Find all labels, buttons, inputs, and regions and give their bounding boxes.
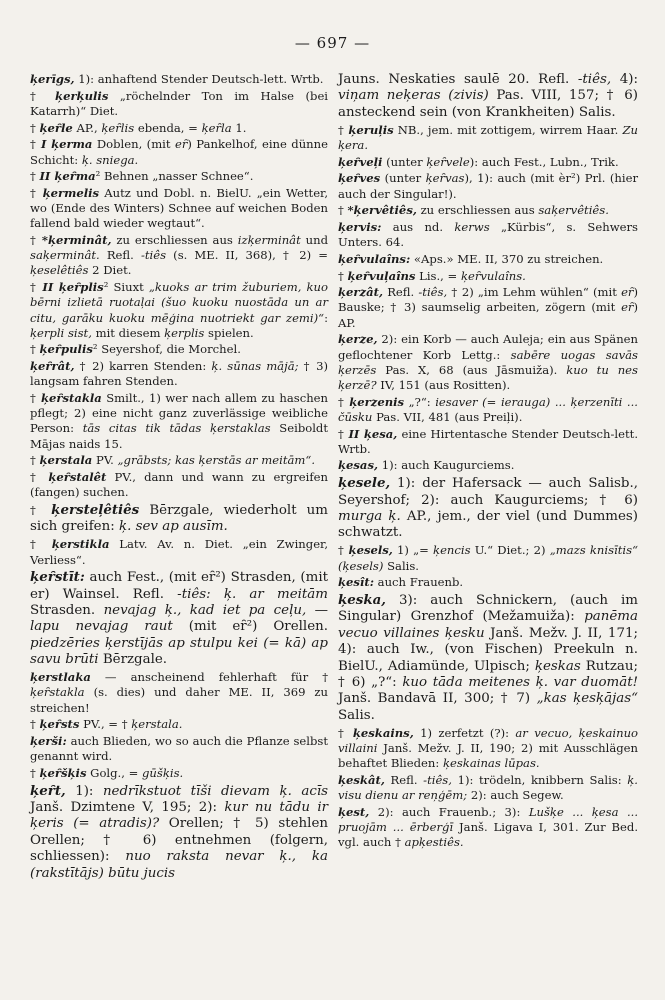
entry-text: und	[300, 233, 329, 248]
entry-text: 1) zerfetzt (?):	[413, 725, 516, 740]
entry-text: †	[30, 280, 43, 295]
headword: ķeruļis	[348, 122, 394, 137]
example-text: ķerstala.	[131, 717, 183, 732]
example-text: „grābsts; kas ķerstās ar meitām“.	[117, 453, 316, 468]
entry-text: ebenda, =	[134, 120, 202, 135]
entry-text: Rutzau; † 6) „?“:	[338, 658, 638, 690]
entry-text: 1):	[65, 783, 103, 799]
entry-text: †	[30, 185, 43, 200]
entry-text: — anscheinend fehlerhaft für †	[90, 670, 328, 685]
entry-text: „Kürbis“, s. Sehwers Unters. 64.	[338, 219, 638, 250]
entry-text: (unter	[380, 171, 426, 186]
entry-text: (s. dies) und daher ME. II, 369 zu streichen!	[30, 685, 328, 715]
dictionary-entry	[30, 169, 328, 184]
entry-text: †	[30, 120, 40, 135]
headword: ķest,	[338, 804, 370, 819]
entry-text: Refl.	[384, 772, 424, 787]
headword: ķesels,	[348, 543, 393, 558]
entry-text: Autz und Dobl. n. BielU. „ein Wetter, wo (Ende des Winters) Schnee auf weichen Boden fallend bald wieder wegtaut“.	[30, 185, 329, 231]
example-text: ķeȓvulaîns.	[460, 268, 526, 283]
dictionary-entry	[30, 391, 328, 452]
entry-text: AP., jem., der viel (und Dummes) schwatzt.	[338, 509, 638, 541]
entry-text: zu erschliessen aus	[111, 233, 238, 248]
headword: ķeȓrât,	[30, 359, 75, 374]
entry-text: 1): auch Kaugurciems.	[378, 458, 515, 473]
entry-text: ) AP.	[338, 300, 638, 330]
entry-text: Strasden.	[30, 603, 104, 619]
entry-text: Latv. Av. n. Diet. „ein Zwinger, Verliess“.	[30, 537, 329, 567]
entry-text: Janš. Bandavā II, 300; † 7)	[338, 691, 537, 707]
example-text: ķ. sev ap ausīm.	[119, 519, 228, 535]
dictionary-entry	[338, 252, 638, 267]
entry-text: 1) „=	[392, 543, 434, 558]
example-text: ķ. sūnas mājā;	[211, 359, 299, 374]
headword: ķeȓšķis	[39, 765, 87, 780]
entry-text: 4):	[611, 72, 638, 87]
entry-text: :	[324, 310, 328, 325]
entry-text: 2): auch Segew.	[467, 787, 564, 802]
example-text: apķestiês.	[404, 835, 464, 850]
entry-text: PV., = †	[79, 717, 132, 732]
dictionary-entry	[30, 783, 328, 882]
dictionary-entry	[30, 89, 328, 119]
entry-text: †	[30, 537, 52, 552]
entry-text: † 2) karren Stenden:	[74, 359, 212, 374]
dictionary-entry	[30, 359, 328, 389]
headword: ķeska,	[338, 591, 386, 608]
entry-text: „?“:	[404, 394, 436, 409]
headword: *ķervêtiês,	[347, 203, 417, 218]
dictionary-entry	[30, 121, 328, 136]
entry-text: †	[30, 391, 41, 406]
example-text: kuo tāda meitenes ķ. var duomāt!	[402, 674, 638, 690]
entry-text: Orellen; † 5) stehlen Orellen; † 6) entnehmen (folgern, schliessen):	[30, 816, 328, 865]
example-text: saķerminât.	[30, 248, 100, 263]
dictionary-entry	[338, 805, 638, 851]
dictionary-entry	[30, 766, 328, 781]
entry-text: Golg., =	[86, 765, 143, 780]
left-column	[30, 72, 328, 884]
example-text: eȓ	[621, 300, 634, 315]
dictionary-entry	[30, 342, 328, 357]
example-text: ķeskainas lūpas.	[442, 756, 540, 771]
example-text: Zu ķera.	[338, 122, 638, 152]
entry-text: ) Pankelhof, eine dünne Schicht:	[30, 137, 328, 167]
dictionary-entry	[30, 280, 328, 341]
headword: *ķerminât,	[41, 233, 112, 248]
headword: ķeȓpulis	[39, 342, 93, 357]
headword: ķerīgs,	[30, 72, 75, 86]
example-text: ķeȓvas	[425, 171, 465, 186]
right-column	[338, 72, 638, 852]
entry-text: †	[338, 543, 349, 558]
example-text: kur nu tādu ir ķeris (= atradis)?	[30, 799, 328, 832]
page-number: — 697 —	[294, 34, 371, 52]
entry-text: auch Fest., (mit eȓ²) Strasden, (mit er) Wainsel. Refl.	[30, 570, 328, 602]
example-text: piedzēries ķerstījās ap stulpu kei (= kā) ap savu brūti	[30, 635, 328, 668]
dictionary-entry	[338, 592, 638, 724]
entry-text: 1): anhaftend Stender Deutsch-lett. Wrtb.	[74, 72, 324, 86]
dictionary-entry	[30, 537, 328, 567]
entry-text: †	[30, 88, 56, 103]
entry-text: Jauns. Neskaties saulē 20. Refl.	[338, 72, 578, 87]
headword: ķerzenis	[349, 394, 405, 409]
example-text: nevajag ķ., kad iet pa ceļu, — lapu nevajag raut	[30, 603, 328, 635]
example-text: nuo raksta nevar ķ., ka (rakstītājs) būtu jucis	[30, 849, 328, 881]
entry-text: auch Frauenb.	[373, 575, 464, 590]
headword: ķeȓle	[39, 120, 73, 135]
headword: ķeȓstalêt	[48, 470, 107, 485]
dictionary-entry	[338, 773, 638, 803]
example-text: sabēre uogas savās ķerzēs	[338, 347, 638, 377]
headword: ķeȓves	[338, 171, 381, 186]
headword: ķeȓvuļaîns	[347, 268, 416, 283]
entry-text: NB., jem. mit zottigem, wirrem Haar.	[393, 122, 623, 137]
entry-text: †	[30, 717, 40, 732]
entry-text: Pas. VII, 481 (aus Preiļi).	[372, 409, 523, 424]
entry-text: †	[30, 453, 40, 468]
headword: ķeskât,	[338, 772, 385, 787]
dictionary-entry	[338, 475, 638, 542]
entry-text: †	[30, 169, 40, 184]
headword: ķeȓsts	[39, 717, 80, 732]
dictionary-entry	[30, 717, 328, 732]
dictionary-entry	[338, 269, 638, 284]
entry-text: Janš. Mežv. J. II, 190; 2) mit Ausschlägen behaftet Blieden:	[338, 740, 638, 771]
example-text: ķ. visu dienu ar reņģēm;	[338, 772, 638, 802]
dictionary-entry	[338, 395, 638, 425]
example-text: kerws	[454, 219, 490, 234]
dictionary-entry	[30, 72, 328, 87]
headword: ķermelis	[42, 185, 100, 200]
entry-text: 2): auch Frauenb.; 3):	[369, 804, 529, 819]
entry-text: Salis.	[383, 558, 419, 573]
entry-text: Pas. X, 68 (aus Jāsmuiža).	[376, 362, 567, 377]
entry-text: †	[338, 394, 350, 409]
dictionary-entry	[338, 332, 638, 393]
entry-text: ² Behnen „nasser Schnee“.	[95, 169, 254, 184]
entry-text: (s. ME. II, 368), † 2) =	[166, 248, 328, 263]
entry-text: IV, 151 (aus Rositten).	[376, 377, 511, 392]
example-text: tās citas tik tādas ķerstaklas	[82, 421, 271, 436]
entry-text: † 2) „im Lehm wühlen“ (mit	[447, 285, 622, 300]
entry-text: AP.,	[72, 120, 102, 135]
headword: ķervis:	[338, 219, 382, 234]
entry-text: „röchelnder Ton im Halse (bei Katarrh)“ Diet.	[30, 88, 329, 118]
example-text: „kas ķesķājas“	[536, 691, 638, 707]
example-text: „kuoks ar trim žuburiem, kuo bērni izlietā ruotaļai (šuo kuoku nuostāda un ar citu, garāku kuoku mēģina nuotriekt gar zemi)“	[30, 280, 328, 325]
entry-text: (unter	[382, 154, 427, 169]
headword: ķersteļêtiês	[51, 501, 140, 518]
example-text: izķerminât	[237, 233, 301, 248]
example-text: -tiês	[140, 248, 167, 263]
entry-text: †	[338, 725, 353, 740]
entry-text: auch Blieden, wo so auch die Pflanze selbst genannt wird.	[30, 733, 328, 764]
dictionary-entry	[338, 220, 638, 250]
entry-text: †	[338, 268, 348, 283]
entry-text: Janš. Dzimtene V, 195; 2):	[30, 799, 225, 815]
dictionary-entry	[338, 171, 638, 201]
entry-text: †	[338, 122, 349, 137]
entry-text: ): auch Fest., Lubn., Trik.	[469, 154, 619, 169]
dictionary-entry	[30, 453, 328, 468]
dictionary-entry	[338, 285, 638, 331]
example-text: ķeselêtiês	[30, 263, 89, 278]
entry-text: 1): trödeln, knibbern Salis:	[451, 772, 628, 787]
entry-text: †	[30, 137, 41, 152]
dictionary-entry	[30, 569, 328, 668]
entry-text: 3): auch Schnickern, (auch im Singular) Grenzhof (Mežamuiža):	[338, 592, 638, 625]
headword: ķerstlaka	[30, 670, 91, 685]
example-text: -tiês,	[423, 772, 452, 787]
dictionary-entry	[338, 575, 638, 590]
example-text: ķerplis	[164, 325, 205, 340]
entry-text: Refl.	[99, 248, 141, 263]
headword: II ķeȓma	[39, 169, 96, 184]
entry-text: Lis., =	[415, 268, 461, 283]
entry-text: 2): ein Korb — auch Auleja; ein aus Spänen geflochtener Korb Lettg.:	[338, 332, 638, 362]
example-text: -tiês,	[418, 285, 448, 300]
example-text: eȓ	[621, 285, 634, 300]
entry-text: U.“ Diet.; 2)	[470, 543, 550, 558]
entry-text: PV.	[92, 453, 118, 468]
example-text: ķeȓstakla	[30, 685, 85, 700]
entry-text: eine Hirtentasche Stender Deutsch-lett. Wrtb.	[338, 426, 639, 456]
headword: ķeȓveļi	[338, 154, 383, 169]
entry-text: spielen.	[204, 325, 254, 340]
example-text: ķencis	[433, 543, 471, 558]
entry-text: Janš. Mežv. J. II, 171; 4): auch Iw., (von Fischen) Preekuln n. BielU., Adiamünde, Ulpisch;	[338, 625, 638, 674]
entry-text: Janš. Ligava I, 301. Zur Bed. vgl. auch †	[338, 819, 638, 850]
headword: ķerstala	[39, 453, 93, 468]
example-text: iesaver (= ierauga) ... ķerzenīti ... čūsku	[338, 394, 638, 424]
example-text: nedrīkstuot tīši dievam ķ. acīs	[102, 783, 328, 799]
headword: ķerši:	[30, 733, 67, 748]
entry-text: Smilt., 1) wer nach allem zu haschen pflegt; 2) eine nicht ganz zuverlässige weibliche Person:	[30, 391, 328, 436]
entry-text: Bērzgale.	[98, 652, 168, 668]
entry-text: mit diesem	[91, 325, 165, 340]
entry-text: Refl.	[383, 285, 419, 300]
entry-text: †	[30, 470, 49, 485]
headword: II ķeȓplis	[42, 280, 104, 295]
dictionary-entry	[30, 137, 328, 167]
dictionary-entry	[338, 155, 638, 170]
entry-text: «Aps.» ME. II, 370 zu streichen.	[410, 251, 604, 266]
example-text: panēma vecuo villaines ķesku	[338, 609, 638, 641]
headword: ķeskains,	[352, 725, 414, 740]
entry-text: †	[30, 342, 40, 357]
headword: ķesele,	[338, 475, 391, 492]
dictionary-entry	[338, 203, 638, 218]
example-text: ķ. sniega.	[81, 152, 139, 167]
dictionary-entry	[30, 502, 328, 536]
headword: ķeȓstīt:	[30, 569, 85, 586]
entry-text: †	[338, 426, 349, 441]
headword: ķerstikla	[51, 537, 110, 552]
headword: II ķesa,	[348, 426, 398, 441]
headword: ķerķulis	[55, 88, 109, 103]
example-text: -tiês,	[577, 72, 612, 87]
dictionary-entry	[30, 734, 328, 764]
dictionary-entry	[338, 123, 638, 153]
dictionary-entry	[30, 670, 328, 716]
headword: ķeȓt,	[30, 782, 66, 799]
example-text: Lušķe ... ķesa ... pruojām ... ērberģī	[338, 804, 639, 834]
example-text: saķervêtiês.	[538, 203, 609, 218]
dictionary-entry	[338, 543, 638, 573]
entry-text: †	[30, 765, 40, 780]
entry-text: PV., dann und wann zu ergreifen (fangen) suchen.	[30, 470, 328, 500]
example-text: ķeȓlis	[101, 120, 135, 135]
entry-text: (mit eȓ²) Orellen.	[172, 619, 329, 635]
entry-text: † 3) langsam fahren Stenden.	[30, 359, 328, 389]
example-text: ķerpli sist,	[30, 325, 92, 340]
example-text: ķeskas	[534, 658, 581, 674]
dictionary-entry	[30, 186, 328, 232]
entry-text: Pas. VIII, 157; † 6) ansteckend sein (von Krankheiten) Salis.	[338, 88, 638, 120]
entry-text: zu erschliessen aus	[416, 203, 539, 218]
example-text: gūšķis.	[142, 765, 184, 780]
example-text: ķeȓvele	[426, 154, 470, 169]
example-text: eȓ	[174, 137, 188, 152]
example-text: viņam neķeras (zivis)	[338, 88, 489, 104]
entry-text: ² Seyershof, die Morchel.	[92, 342, 241, 357]
entry-text: Bērzgale, wiederholt um sich greifen:	[30, 502, 328, 535]
example-text: kuo tu nes ķerzē?	[338, 362, 638, 392]
entry-text: †	[30, 502, 52, 517]
dictionary-entry	[338, 427, 638, 457]
headword: I ķerma	[40, 137, 93, 152]
dictionary-entry	[338, 458, 638, 473]
dictionary-entry	[30, 233, 328, 279]
dictionary-entry	[338, 726, 638, 772]
headword: ķesas,	[338, 458, 379, 473]
headword: ķerzât,	[338, 285, 384, 300]
entry-text: ² Siuxt	[103, 280, 149, 295]
example-text: -tiês: ķ. ar meitām	[177, 586, 328, 602]
entry-text: aus nd.	[381, 219, 455, 234]
headword: ķerze,	[338, 332, 378, 347]
entry-text: †	[338, 203, 348, 218]
dictionary-entry	[30, 470, 328, 500]
entry-text: ), 1): auch (mit èr²) Prl. (hier auch der Singular!).	[338, 171, 639, 201]
headword: ķeȓvulaîns:	[338, 251, 411, 266]
dictionary-entry	[338, 72, 638, 121]
example-text: murga ķ.	[338, 509, 401, 524]
entry-text: †	[30, 233, 42, 248]
example-text: ar vecuo, ķeskainuo villaini	[338, 725, 639, 755]
entry-text: 2 Diet.	[88, 263, 132, 278]
entry-text: 1): der Hafersack — auch Salisb., Seyershof; 2): auch Kaugurciems; † 6)	[338, 476, 638, 508]
headword: ķesît:	[338, 575, 374, 590]
entry-text: 1.	[231, 120, 247, 135]
entry-text: Seiboldt Mājas naids 15.	[30, 421, 329, 451]
entry-text: Doblen, (mit	[92, 137, 175, 152]
headword: ķeȓstakla	[40, 391, 102, 406]
entry-text: Salis.	[338, 707, 375, 723]
example-text: ķeȓla	[201, 120, 232, 135]
entry-text: ) Bauske; † 3) saumselig arbeiten, zögern (mit	[338, 285, 638, 315]
example-text: „mazs knisītis“ (ķesels)	[338, 543, 638, 573]
